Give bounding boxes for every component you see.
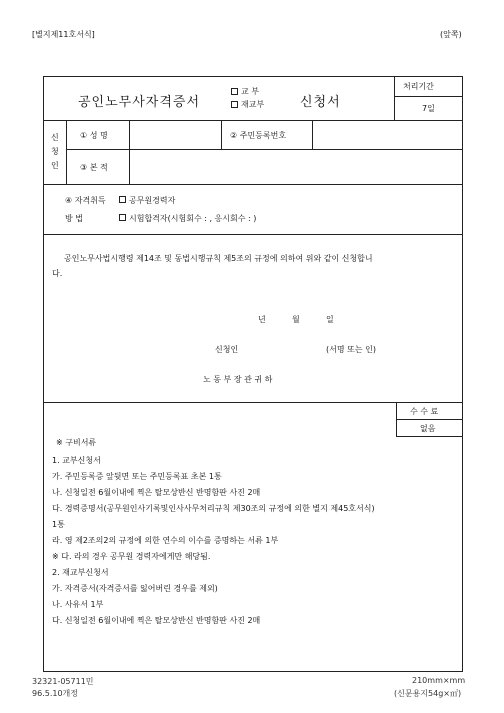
recipient: 노 동 부 장 관 귀 하 bbox=[203, 375, 273, 384]
applicant-label-3: 인 bbox=[51, 161, 59, 170]
domicile-field[interactable] bbox=[131, 151, 460, 182]
doc-line-9: 가. 자격증서(자격증서를 잃어버린 경우를 제외) bbox=[52, 584, 218, 593]
date-month: 월 bbox=[292, 315, 300, 324]
doc-line-6: 라. 영 제2조의2의 규정에 의한 연수의 이수를 증명하는 서류 1부 bbox=[52, 536, 279, 545]
footer-size: 210mm×mm bbox=[412, 676, 466, 685]
signature-label: 신청인 bbox=[215, 345, 239, 354]
processing-label: 처리기간 bbox=[403, 82, 434, 91]
applicant-label-1: 신 bbox=[51, 133, 59, 142]
doc-line-7: ※ 다. 라의 경우 공무원 경력자에게만 해당됨. bbox=[52, 552, 211, 561]
doc-line-5: 1통 bbox=[52, 520, 65, 529]
date-year: 년 bbox=[258, 315, 266, 324]
footer-paper: (신문용지54g×㎡) bbox=[394, 689, 462, 698]
side-label: (앞쪽) bbox=[440, 30, 462, 39]
option-reissue-checkbox[interactable] bbox=[231, 101, 238, 108]
footer-revised: 96.5.10개정 bbox=[32, 689, 78, 698]
doc-line-10: 나. 사유서 1부 bbox=[52, 600, 104, 609]
doc-line-3: 나. 신청일전 6월이내에 찍은 탈모상반신 반명함판 사진 2매 bbox=[52, 488, 261, 497]
option-reissue-label: 재교부 bbox=[241, 100, 265, 109]
domicile-label: ③ 본 적 bbox=[80, 163, 108, 172]
fee-value: 없음 bbox=[420, 424, 436, 433]
doc-line-11: 다. 신청일전 6월이내에 찍은 탈모상반신 반명함판 사진 2매 bbox=[52, 616, 261, 625]
option-issue-label: 교 부 bbox=[241, 87, 259, 96]
name-label: ① 성 명 bbox=[80, 131, 108, 140]
doc-line-2: 가. 주민등록증 앞뒷면 또는 주민등록표 초본 1통 bbox=[52, 472, 222, 481]
qualification-label: ④ 자격취득 bbox=[65, 196, 106, 205]
qualification-exam-checkbox[interactable] bbox=[119, 214, 126, 221]
applicant-label-2: 청 bbox=[51, 147, 59, 156]
doc-line-8: 2. 재교부신청서 bbox=[52, 568, 109, 577]
qualification-civil-servant-checkbox[interactable] bbox=[119, 196, 126, 203]
method-label: 방 법 bbox=[65, 214, 83, 223]
name-field[interactable] bbox=[131, 122, 219, 147]
option-issue-checkbox[interactable] bbox=[231, 88, 238, 95]
signature-note: (서명 또는 인) bbox=[326, 345, 376, 354]
footer-code: 32321-05711민 bbox=[32, 677, 94, 686]
date-day: 일 bbox=[326, 315, 334, 324]
statement-line-1: 공인노무사법시행령 제14조 및 동법시행규칙 제5조의 규정에 의하여 위와 같이 신청합니 bbox=[64, 254, 373, 263]
form-title: 공인노무사자격증서 bbox=[78, 95, 201, 110]
qualification-exam-label: 시험합격자(시험회수 : , 응시회수 : ) bbox=[129, 214, 257, 223]
qualification-civil-servant-label: 공무원경력자 bbox=[129, 196, 176, 205]
fee-label: 수 수 료 bbox=[410, 407, 439, 416]
statement-line-2: 다. bbox=[52, 269, 63, 278]
form-id: [별지제11호서식] bbox=[32, 30, 95, 39]
rrn-label: ② 주민등록번호 bbox=[230, 131, 287, 140]
doc-line-1: 1. 교부신청서 bbox=[52, 456, 101, 465]
rrn-field[interactable] bbox=[314, 122, 460, 147]
processing-value: 7일 bbox=[422, 104, 435, 113]
form-title-suffix: 신청서 bbox=[300, 95, 341, 110]
documents-header: ※ 구비서류 bbox=[56, 438, 97, 447]
doc-line-4: 다. 경력증명서(공무원인사기록및인사사무처리규칙 제30조의 규정에 의한 별지 제45호서식) bbox=[52, 504, 375, 513]
